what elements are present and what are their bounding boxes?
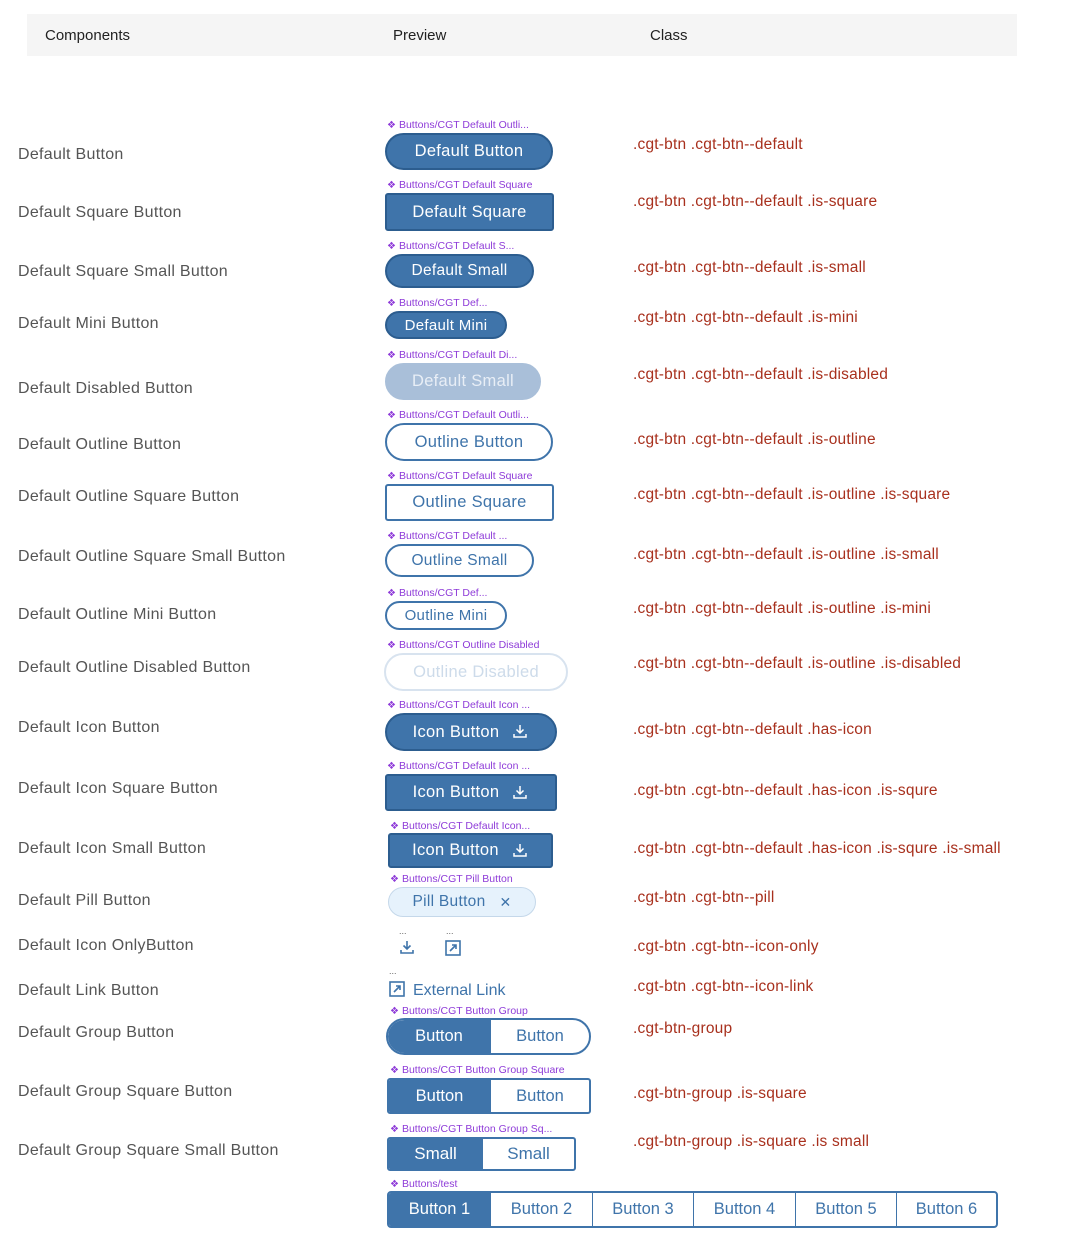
download-icon [511,842,529,860]
default-disabled-button[interactable]: Default Small [385,363,541,400]
row-label: Default Mini Button [18,315,159,332]
component-icon: ❖ [387,180,396,191]
component-icon: ❖ [387,640,396,651]
row-label: Default Button [18,146,124,163]
class-name: .cgt-btn .cgt-btn--pill [633,889,775,906]
component-tag: ❖ Buttons/CGT Default S... [387,240,515,252]
component-icon: ❖ [387,410,396,421]
class-name: .cgt-btn .cgt-btn--default .is-outline .is-mini [633,600,931,617]
component-dots: ... [446,926,454,936]
download-icon[interactable] [397,939,417,957]
row-label: Default Outline Disabled Button [18,659,251,676]
component-icon: ❖ [387,700,396,711]
component-tag: ❖ Buttons/CGT Default Square [387,470,533,482]
class-name: .cgt-btn .cgt-btn--default .is-disabled [633,366,889,383]
component-icon: ❖ [387,298,396,309]
default-square-button[interactable]: Default Square [385,193,554,231]
component-tag: ❖ Buttons/CGT Default Icon... [390,820,531,832]
component-icon: ❖ [387,531,396,542]
component-icon: ❖ [387,761,396,772]
default-button[interactable]: Default Button [385,133,553,170]
row-label: Default Disabled Button [18,380,194,397]
external-link-icon [388,980,406,998]
icon-square-button[interactable] [385,774,557,811]
button-group-square [387,1078,591,1114]
group-button-4[interactable]: Button 4 [693,1193,795,1226]
icon-button[interactable] [385,713,557,751]
component-icon: ❖ [387,241,396,252]
icon-small-button[interactable] [388,833,553,868]
component-icon: ❖ [387,350,396,361]
component-icon: ❖ [387,471,396,482]
component-icon: ❖ [387,120,396,131]
group-button-1[interactable]: Button [388,1020,490,1053]
button-group-square-small [387,1137,576,1171]
class-name: .cgt-btn .cgt-btn--icon-link [633,978,814,995]
component-icon: ❖ [390,821,399,832]
row-label: Default Link Button [18,982,159,999]
close-icon[interactable]: ✕ [499,893,512,910]
class-name: .cgt-btn .cgt-btn--default .is-outline .is-square [633,486,951,503]
download-icon [511,784,529,802]
component-icon: ❖ [390,874,399,885]
class-name: .cgt-btn-group .is-square .is small [633,1133,870,1150]
row-label: Default Outline Square Button [18,488,240,505]
component-tag: ❖ Buttons/CGT Def... [387,587,488,599]
component-icon: ❖ [390,1065,399,1076]
class-name: .cgt-btn .cgt-btn--default [633,136,803,153]
group-button-3[interactable]: Button 3 [592,1193,693,1226]
component-tag: ❖ Buttons/CGT Def... [387,297,488,309]
table-header [27,14,1017,56]
row-label: Default Icon Button [18,719,160,736]
class-name: .cgt-btn-group .is-square [633,1085,807,1102]
header-class: Class [650,27,688,44]
class-name: .cgt-btn .cgt-btn--default .is-square [633,193,878,210]
group-button-1[interactable]: Button 1 [389,1193,490,1226]
external-link-icon[interactable] [444,939,462,957]
header-preview: Preview [393,27,447,44]
group-button-1[interactable]: Small [389,1139,482,1169]
class-name: .cgt-btn .cgt-btn--default .has-icon [633,721,872,738]
outline-small-button[interactable]: Outline Small [385,544,534,577]
icon-button-label: Icon Button [412,722,500,741]
component-icon: ❖ [390,1006,399,1017]
row-label: Default Outline Button [18,436,182,453]
class-name: .cgt-btn .cgt-btn--default .is-outline .is-small [633,546,939,563]
group-button-2[interactable]: Button 2 [490,1193,592,1226]
default-mini-button[interactable]: Default Mini [385,311,507,339]
class-name: .cgt-btn-group [633,1020,733,1037]
component-tag: ❖ Buttons/CGT Default Icon ... [387,699,531,711]
download-icon [511,723,529,741]
component-tag: ❖ Buttons/CGT Button Group [390,1005,528,1017]
class-name: .cgt-btn .cgt-btn--default .is-small [633,259,866,276]
external-link-button[interactable] [388,978,506,1000]
component-tag: ❖ Buttons/CGT Button Group Square [390,1064,565,1076]
row-label: Default Group Square Small Button [18,1142,279,1159]
component-dots: ... [389,966,397,976]
button-group-test [387,1191,998,1228]
component-icon: ❖ [390,1124,399,1135]
component-tag: ❖ Buttons/CGT Default Di... [387,349,518,361]
component-tag: ❖ Buttons/CGT Default Outli... [387,119,529,131]
row-label: Default Icon OnlyButton [18,937,194,954]
icon-button-label: Icon Button [412,783,500,801]
component-tag: ❖ Buttons/CGT Default Icon ... [387,760,531,772]
row-label: Default Square Button [18,204,182,221]
external-link-label: External Link [413,982,506,999]
header-components: Components [45,27,131,44]
class-name: .cgt-btn .cgt-btn--icon-only [633,938,819,955]
component-tag: ❖ Buttons/CGT Pill Button [390,873,513,885]
component-icon: ❖ [387,588,396,599]
group-button-6[interactable]: Button 6 [896,1193,996,1226]
component-tag: ❖ Buttons/CGT Default Outli... [387,409,529,421]
outline-square-button[interactable]: Outline Square [385,484,554,521]
row-label: Default Group Square Button [18,1083,233,1100]
row-label: Default Square Small Button [18,263,228,280]
class-name: .cgt-btn .cgt-btn--default .has-icon .is-squre [633,782,938,799]
outline-button[interactable]: Outline Button [385,423,553,461]
row-label: Default Pill Button [18,892,151,909]
row-label: Default Icon Small Button [18,840,207,857]
component-tag: ❖ Buttons/test [390,1178,458,1190]
class-name: .cgt-btn .cgt-btn--default .has-icon .is-squre .is-small [633,840,1001,857]
class-name: .cgt-btn .cgt-btn--default .is-outline .is-disabled [633,655,962,672]
component-tag: ❖ Buttons/CGT Default Square [387,179,533,191]
pill-button[interactable] [388,887,536,917]
row-label: Default Icon Square Button [18,780,218,797]
button-group [386,1018,591,1055]
group-button-5[interactable]: Button 5 [795,1193,896,1226]
component-tag: ❖ Buttons/CGT Button Group Sq... [390,1123,553,1135]
default-small-button[interactable]: Default Small [385,254,534,288]
outline-mini-button[interactable]: Outline Mini [385,601,507,630]
component-dots: ... [399,926,407,936]
component-tag: ❖ Buttons/CGT Outline Disabled [387,639,540,651]
class-name: .cgt-btn .cgt-btn--default .is-mini [633,309,858,326]
class-name: .cgt-btn .cgt-btn--default .is-outline [633,431,876,448]
component-icon: ❖ [390,1179,399,1190]
row-label: Default Outline Square Small Button [18,548,286,565]
group-button-2[interactable]: Small [482,1139,574,1169]
group-button-2[interactable]: Button [490,1080,589,1112]
row-label: Default Group Button [18,1024,175,1041]
icon-button-label: Icon Button [412,841,499,859]
pill-button-label: Pill Button [412,893,486,910]
component-tag: ❖ Buttons/CGT Default ... [387,530,508,542]
row-label: Default Outline Mini Button [18,606,217,623]
group-button-1[interactable]: Button [389,1080,490,1112]
group-button-2[interactable]: Button [490,1020,589,1053]
outline-disabled-button[interactable]: Outline Disabled [384,653,568,691]
